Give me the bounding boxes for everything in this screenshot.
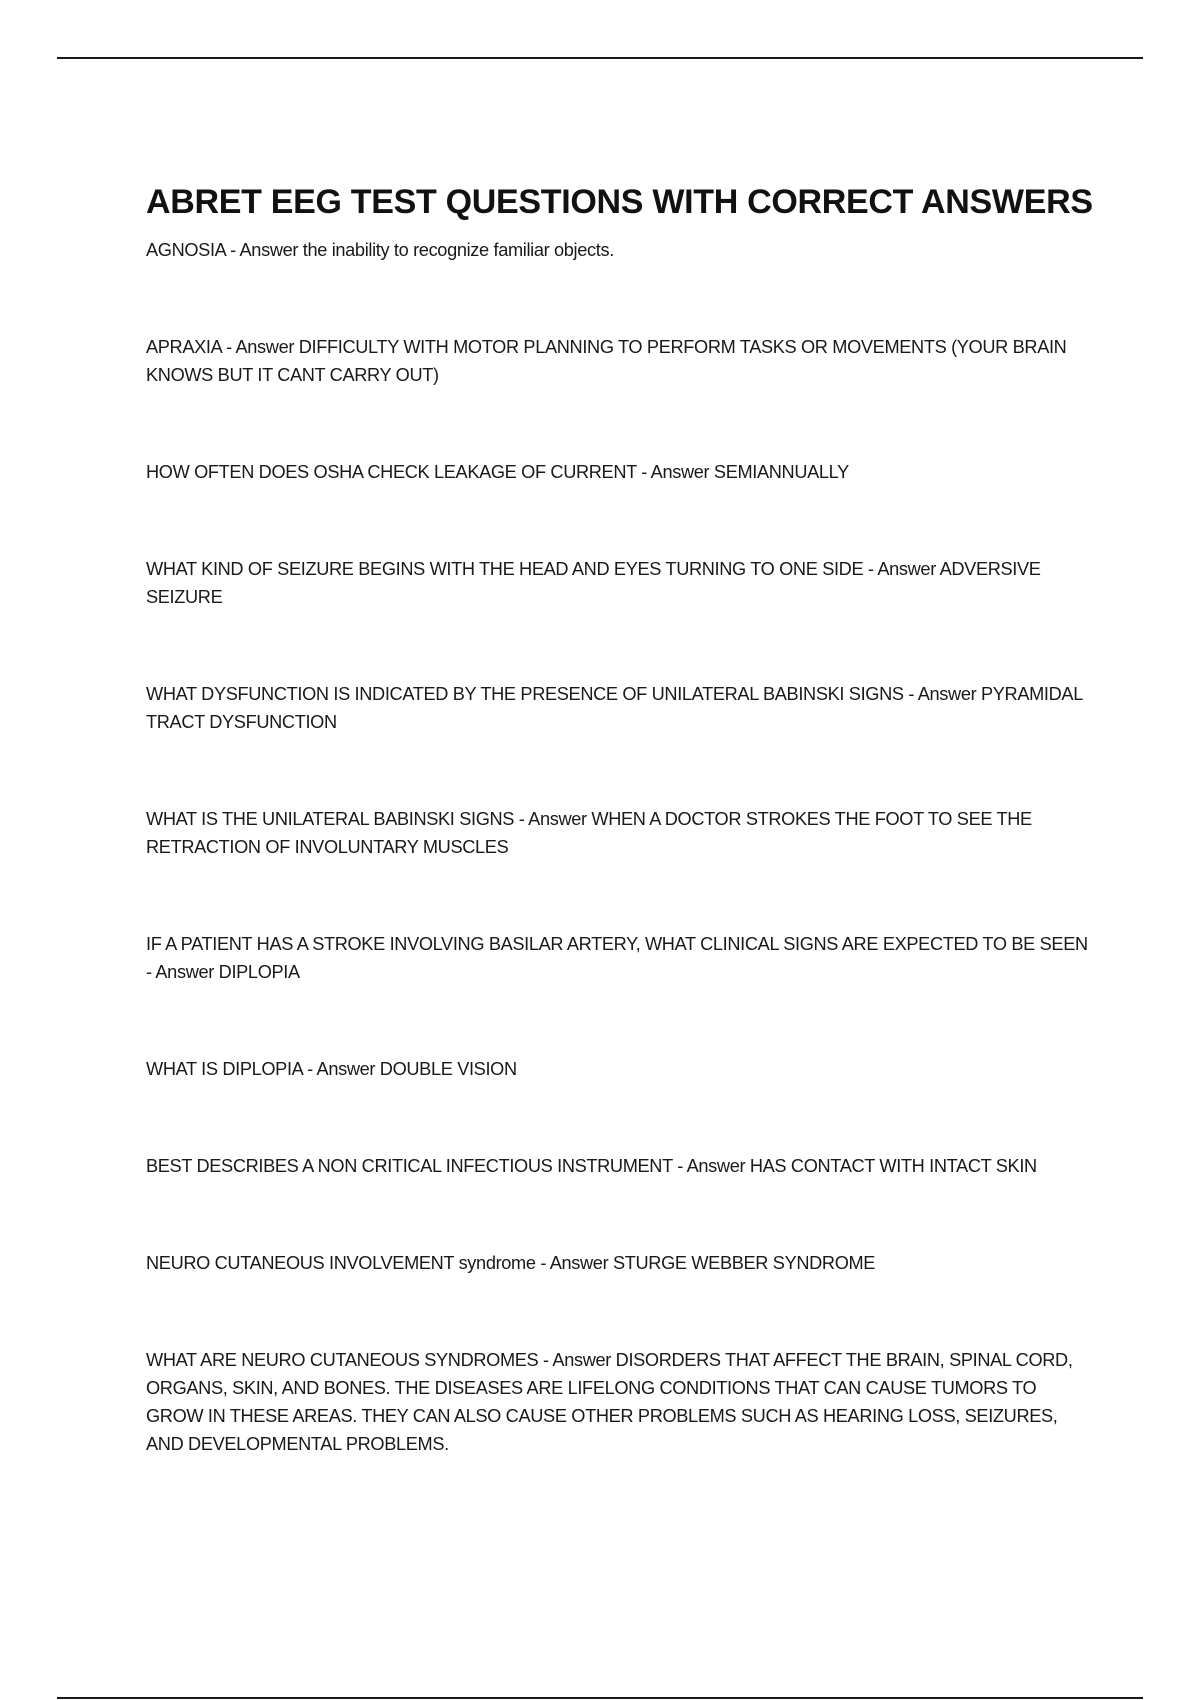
qa-item: WHAT DYSFUNCTION IS INDICATED BY THE PRESENCE OF UNILATERAL BABINSKI SIGNS - Answer PYRAMIDAL TRACT DYSFUNCTION <box>146 684 1083 732</box>
qa-list <box>146 236 1091 1458</box>
qa-item: WHAT ARE NEURO CUTANEOUS SYNDROMES - Answer DISORDERS THAT AFFECT THE BRAIN, SPINAL CORD, ORGANS, SKIN, AND BONES. THE DISEASES ARE LIFELONG CONDITIONS THAT CAN CAUSE TUMORS TO GROW IN THESE AREAS. THEY CAN ALSO CAUSE OTHER PROBLEMS SUCH AS HEARING LOSS, SEIZURES, AND DEVELOPMENTAL PROBLEMS. <box>146 1350 1073 1454</box>
document-title: ABRET EEG TEST QUESTIONS WITH CORRECT ANSWERS <box>146 183 1093 221</box>
qa-item: IF A PATIENT HAS A STROKE INVOLVING BASILAR ARTERY, WHAT CLINICAL SIGNS ARE EXPECTED TO BE SEEN - Answer DIPLOPIA <box>146 934 1088 982</box>
qa-item: WHAT IS THE UNILATERAL BABINSKI SIGNS - Answer WHEN A DOCTOR STROKES THE FOOT TO SEE THE RETRACTION OF INVOLUNTARY MUSCLES <box>146 809 1032 857</box>
qa-item: AGNOSIA - Answer the inability to recognize familiar objects. <box>146 240 614 260</box>
qa-item: WHAT KIND OF SEIZURE BEGINS WITH THE HEAD AND EYES TURNING TO ONE SIDE - Answer ADVERSIVE SEIZURE <box>146 559 1041 607</box>
page-top-rule <box>57 57 1143 59</box>
document-page <box>146 180 1091 1458</box>
qa-item: BEST DESCRIBES A NON CRITICAL INFECTIOUS INSTRUMENT - Answer HAS CONTACT WITH INTACT SKIN <box>146 1156 1037 1176</box>
qa-item: HOW OFTEN DOES OSHA CHECK LEAKAGE OF CURRENT - Answer SEMIANNUALLY <box>146 462 849 482</box>
qa-item: NEURO CUTANEOUS INVOLVEMENT syndrome - Answer STURGE WEBBER SYNDROME <box>146 1253 876 1273</box>
qa-item: APRAXIA - Answer DIFFICULTY WITH MOTOR PLANNING TO PERFORM TASKS OR MOVEMENTS (YOUR BRAIN KNOWS BUT IT CANT CARRY OUT) <box>146 337 1067 385</box>
page-bottom-rule <box>57 1697 1143 1699</box>
qa-item: WHAT IS DIPLOPIA - Answer DOUBLE VISION <box>146 1059 517 1079</box>
